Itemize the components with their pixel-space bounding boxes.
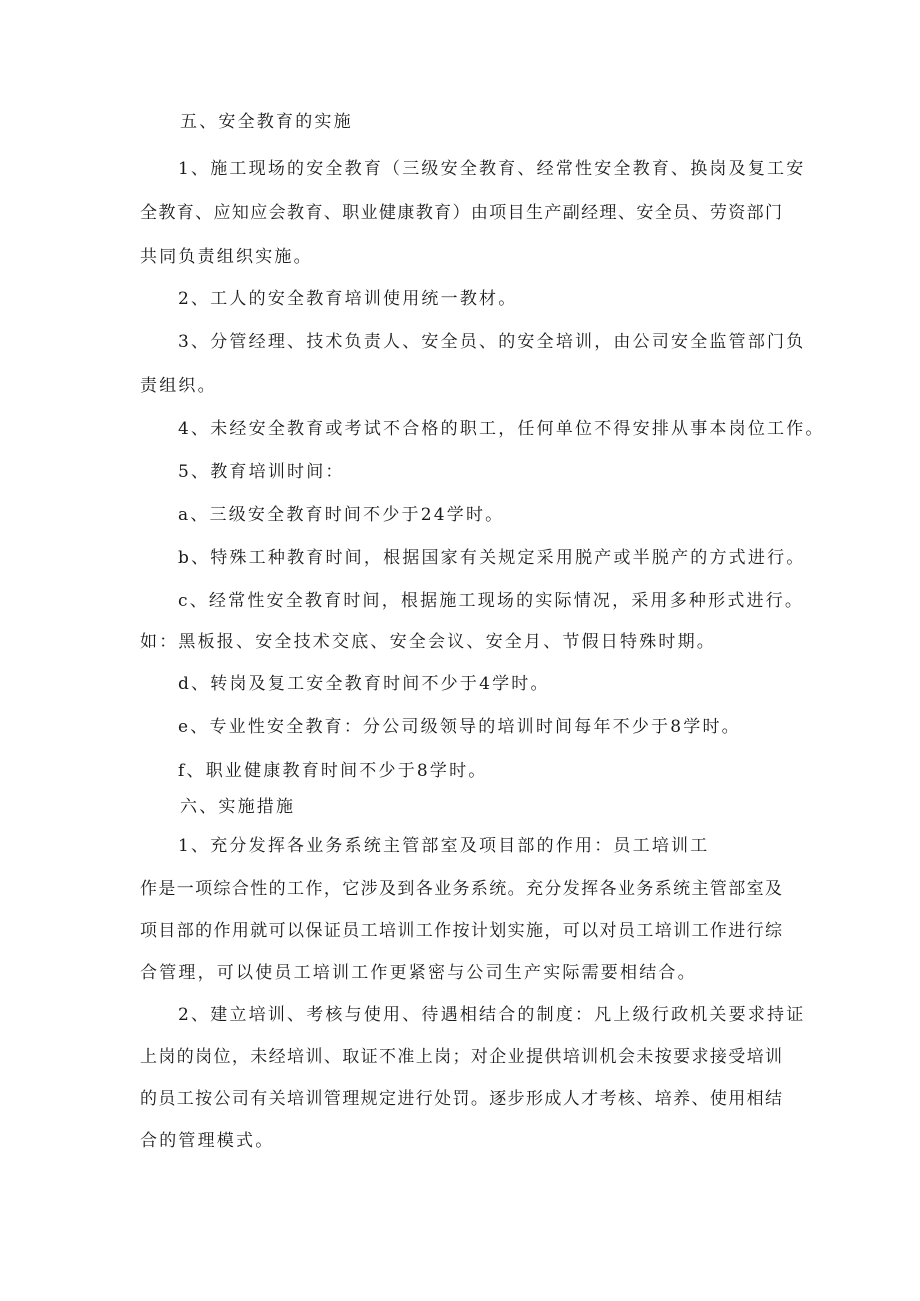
s6-item2-line1: 2、建立培训、考核与使用、待遇相结合的制度：凡上级行政机关要求持证 [178, 1005, 806, 1025]
section-6-heading: 六、实施措施 [180, 797, 296, 817]
s5-item5: 5、教育培训时间： [178, 462, 345, 482]
s6-item1-line3: 项目部的作用就可以保证员工培训工作按计划实施，可以对员工培训工作进行综 [140, 921, 782, 941]
section-5-heading: 五、安全教育的实施 [180, 112, 353, 132]
s5-sub-d: d、转岗及复工安全教育时间不少于4学时。 [178, 674, 550, 694]
s5-sub-f: f、职业健康教育时间不少于8学时。 [178, 761, 488, 781]
s6-item1-line4: 合管理，可以使员工培训工作更紧密与公司生产实际需要相结合。 [140, 963, 697, 983]
s5-sub-a: a、三级安全教育时间不少于24学时。 [178, 505, 505, 525]
s5-sub-c-line1: c、经常性安全教育时间，根据施工现场的实际情况，采用多种形式进行。 [178, 591, 805, 611]
s5-item3-line2: 责组织。 [140, 376, 217, 396]
s6-item1-line1: 1、充分发挥各业务系统主管部室及项目部的作用：员工培训工 [178, 836, 710, 856]
s5-sub-e: e、专业性安全教育：分公司级领导的培训时间每年不少于8学时。 [178, 717, 741, 737]
s6-item1-line2: 作是一项综合性的工作，它涉及到各业务系统。充分发挥各业务系统主管部室及 [140, 879, 782, 899]
s5-sub-c-line2: 如：黑板报、安全技术交底、安全会议、安全月、节假日特殊时期。 [140, 632, 716, 652]
s6-item2-line4: 合的管理模式。 [140, 1131, 275, 1151]
s6-item2-line2: 上岗的岗位，未经培训、取证不准上岗；对企业提供培训机会未按要求接受培训 [140, 1047, 782, 1067]
s5-item1-line3: 共同负责组织实施。 [140, 247, 313, 267]
s5-item4: 4、未经安全教育或考试不合格的职工，任何单位不得安排从事本岗位工作。 [178, 419, 825, 439]
s6-item2-line3: 的员工按公司有关培训管理规定进行处罚。逐步形成人才考核、培养、使用相结 [140, 1089, 782, 1109]
s5-item3-line1: 3、分管经理、技术负责人、安全员、的安全培训，由公司安全监管部门负 [178, 332, 806, 352]
s5-item1-line1: 1、施工现场的安全教育（三级安全教育、经常性安全教育、换岗及复工安 [178, 159, 806, 179]
s5-sub-b: b、特殊工种教育时间，根据国家有关规定采用脱产或半脱产的方式进行。 [178, 548, 806, 568]
s5-item2: 2、工人的安全教育培训使用统一教材。 [178, 289, 518, 309]
s5-item1-line2: 全教育、应知应会教育、职业健康教育）由项目生产副经理、安全员、劳资部门 [140, 203, 782, 223]
